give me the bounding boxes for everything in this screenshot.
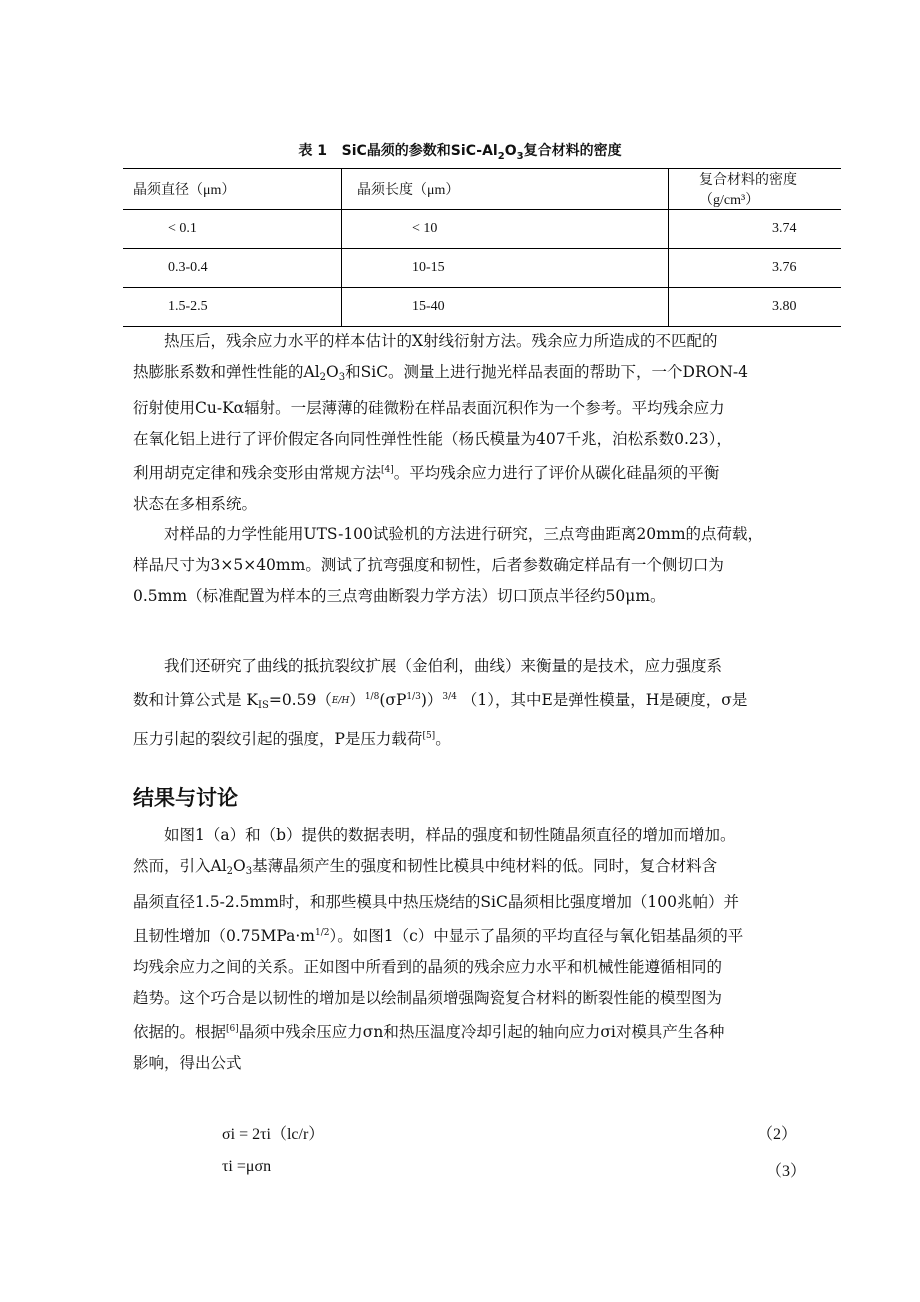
cell-diameter: 0.3-0.4: [123, 249, 342, 288]
section-heading: 结果与讨论: [133, 786, 238, 810]
cell-diameter: 1.5-2.5: [123, 288, 342, 327]
equation-2-number: （2）: [757, 1126, 798, 1143]
table-caption: 表 1 SiC晶须的参数和SiC-$Al_2O_3$复合材料的密度: [298, 143, 622, 162]
citation-ref: [4]: [381, 465, 394, 475]
table-number: 表 1: [298, 143, 328, 159]
header-density: 复合材料的密度（g/cm³）: [699, 173, 797, 208]
cell-diameter: < 0.1: [123, 210, 342, 249]
paragraph-crack-resistance: 我们还研究了曲线的抵抗裂纹扩展（金伯利，曲线）来衡量的是技术，应力强度系 数和计算公式是 $K_{IS}=0.59(E/H)^{1/8}(\sigma P^{1/3}))^{3/4}$ （1），其中E是弹性模量，H是硬度，σ是 压力引起的裂纹引起的强度，P是压力载荷[5]。: [133, 657, 748, 748]
table-header-row: [123, 169, 841, 210]
equation-3: τi =μσn: [222, 1158, 272, 1175]
equation-2: σi = 2τi（lc/r）: [222, 1126, 325, 1143]
header-diameter: 晶须直径（μm）: [123, 169, 342, 210]
table-row: [123, 288, 841, 327]
cell-length: 15-40: [342, 288, 669, 327]
citation-ref: [6]: [226, 1024, 239, 1034]
table-row: [123, 249, 841, 288]
citation-ref: [5]: [422, 731, 436, 741]
cell-length: 10-15: [342, 249, 669, 288]
paragraph-mechanical-testing: 对样品的力学性能用UTS-100试验机的方法进行研究，三点弯曲距离20mm的点荷载， 样品尺寸为3×5×40mm。测试了抗弯强度和韧性，后者参数确定样品有一个侧切口为 0.5mm（标准配置为样本的三点弯曲断裂力学方法）切口顶点半径约50μm。: [133, 525, 764, 605]
paragraph-results: 如图1（a）和（b）提供的数据表明，样品的强度和韧性随晶须直径的增加而增加。 然而，引入$Al_2O_3$基薄晶须产生的强度和韧性比模具中纯材料的低。同时，复合材料含 晶须直径1.5-2.5mm时，和那些模具中热压烧结的SiC晶须相比强度增加（100兆帕）并 且韧性增加$(0.75MPa\cdot m^{1/2})$。如图1（c）中显示了晶须的平均直径与氧化铝基晶须的平 均残余应力之间的关系。正如图中所看到的晶须的残余应力水平和机械性能遵循相同的 趋势。这个巧合是以韧性的增加是以绘制晶须增强陶瓷复合材料的断裂性能的模型图为 依据的。根据[6]晶须中残余压应力σn和热压温度冷却引起的轴向应力σi对模具产生各种 影响，得出公式: [133, 826, 744, 1072]
table-row: [123, 210, 841, 249]
cell-density: 3.76: [772, 260, 797, 275]
equation-3-number: （3）: [766, 1163, 807, 1180]
whisker-parameters-table: [123, 168, 841, 327]
paragraph-xrd-method: 热压后，残余应力水平的样本估计的X射线衍射方法。残余应力所造成的不匹配的 热膨胀系数和弹性性能的$Al_2O_3$和SiC。测量上进行抛光样品表面的帮助下，一个DRON-4 衍射使用Cu-Kα辐射。一层薄薄的硅微粉在样品表面沉积作为一个参考。平均残余应力 在氧化铝上进行了评价假定各向同性弹性性能（杨氏模量为407千兆，泊松系数0.23）， 利用胡克定律和残余变形由常规方法[4]。平均残余应力进行了评价从碳化硅晶须的平衡 状态在多相系统。: [133, 332, 749, 513]
cell-density: 3.74: [772, 221, 797, 236]
cell-length: < 10: [342, 210, 669, 249]
cell-density: 3.80: [772, 299, 797, 314]
header-length: 晶须长度（μm）: [342, 169, 669, 210]
fraction-e-over-h: E/H: [331, 696, 350, 706]
